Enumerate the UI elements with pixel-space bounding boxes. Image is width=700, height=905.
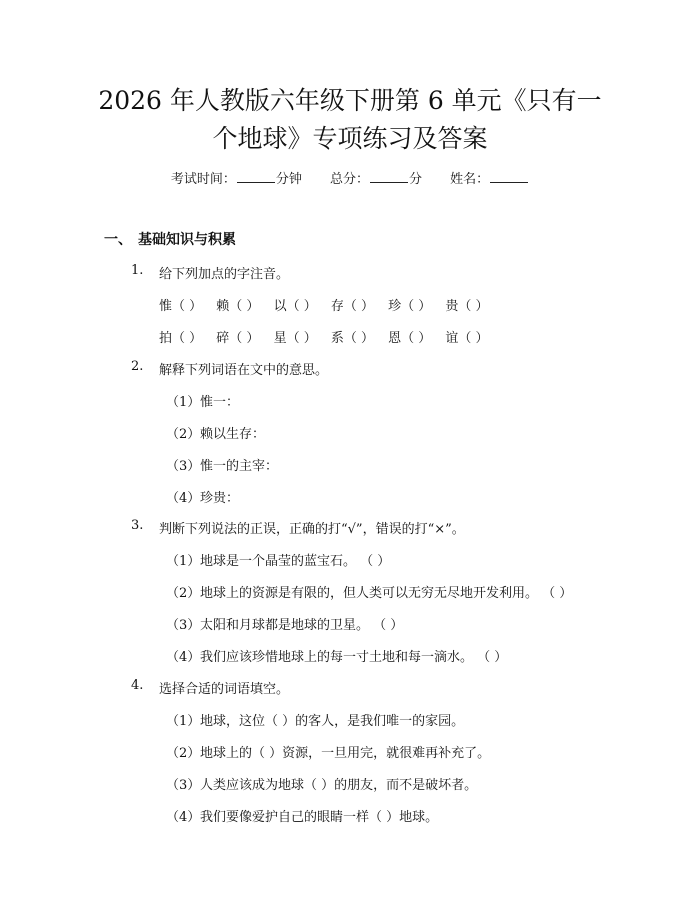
exam-time-blank: [237, 171, 275, 183]
sub-number: （4）: [166, 810, 201, 825]
page-title-line1: 2026 年人教版六年级下册第 6 单元《只有一: [98, 86, 602, 115]
sub-number: （3）: [166, 778, 201, 793]
sub-text: 地球上的（ ）资源，一旦用完，就很难再补充了。: [200, 746, 491, 761]
section-heading: [104, 229, 236, 249]
question-text: 解释下列词语在文中的意思。: [159, 363, 329, 378]
student-name: [450, 168, 529, 187]
student-name-label: 姓名：: [450, 172, 490, 187]
total-score-label: 总分：: [329, 172, 369, 187]
sub-text: 惟一：: [200, 395, 240, 410]
question-number: 3.: [131, 518, 144, 533]
sub-question: [166, 423, 265, 442]
pinyin-item: 以（ ）: [273, 299, 317, 314]
sub-text: 珍贵：: [200, 491, 240, 506]
sub-question: [166, 487, 239, 506]
sub-number: （2）: [166, 746, 201, 761]
student-name-blank: [490, 171, 528, 183]
sub-number: （3）: [166, 618, 201, 633]
question-number: 4.: [131, 678, 144, 693]
sub-question: [166, 391, 239, 410]
sub-question: [166, 710, 464, 729]
sub-text: 地球是一个晶莹的蓝宝石。 （ ）: [200, 554, 391, 569]
sub-text: 人类应该成为地球（ ）的朋友，而不是破坏者。: [200, 778, 478, 793]
sub-question: [166, 614, 403, 633]
exam-meta: [0, 168, 700, 187]
pinyin-item: 恩（ ）: [388, 331, 432, 346]
question-number: 2.: [131, 359, 144, 374]
pinyin-item: 星（ ）: [273, 331, 317, 346]
page-title-line2: 个地球》专项练习及答案: [212, 124, 488, 153]
sub-text: 地球，这位（ ）的客人，是我们唯一的家园。: [200, 714, 465, 729]
exam-time: [171, 168, 302, 187]
sub-number: （4）: [166, 491, 201, 506]
sub-number: （3）: [166, 459, 201, 474]
sub-question: [166, 582, 572, 601]
sub-text: 我们要像爱护自己的眼睛一样（ ）地球。: [200, 810, 439, 825]
exam-time-label: 考试时间：: [170, 172, 236, 187]
pinyin-item: 贵（ ）: [445, 299, 489, 314]
sub-text: 惟一的主宰：: [200, 459, 279, 474]
sub-question: [166, 806, 438, 825]
section-number: 一、: [104, 232, 132, 248]
pinyin-row: [159, 327, 499, 346]
pinyin-item: 谊（ ）: [445, 331, 489, 346]
pinyin-item: 拍（ ）: [159, 331, 203, 346]
section-title: 基础知识与积累: [138, 232, 236, 248]
question-text: 给下列加点的字注音。: [159, 267, 290, 282]
question-text: 选择合适的词语填空。: [159, 682, 290, 697]
sub-text: 太阳和月球都是地球的卫星。 （ ）: [200, 618, 404, 633]
sub-question: [166, 455, 278, 474]
sub-question: [166, 742, 490, 761]
sub-number: （4）: [166, 650, 201, 665]
pinyin-item: 存（ ）: [330, 299, 374, 314]
sub-text: 地球上的资源是有限的，但人类可以无穷无尽地开发利用。 （ ）: [200, 586, 573, 601]
sub-number: （2）: [166, 427, 201, 442]
sub-text: 赖以生存：: [200, 427, 266, 442]
pinyin-item: 珍（ ）: [388, 299, 432, 314]
sub-question: [166, 646, 507, 665]
pinyin-row: [159, 295, 499, 314]
sub-question: [166, 774, 477, 793]
exam-time-unit: 分钟: [275, 172, 302, 187]
sub-question: [166, 550, 390, 569]
sub-number: （2）: [166, 586, 201, 601]
sub-number: （1）: [166, 554, 201, 569]
total-score: [330, 168, 422, 187]
pinyin-item: 赖（ ）: [216, 299, 260, 314]
pinyin-item: 碎（ ）: [216, 331, 260, 346]
question-number: 1.: [131, 263, 144, 278]
pinyin-item: 系（ ）: [330, 331, 374, 346]
pinyin-item: 惟（ ）: [159, 299, 203, 314]
question-text: 判断下列说法的正误，正确的打“√”，错误的打“×”。: [159, 522, 465, 537]
total-score-blank: [370, 171, 408, 183]
total-score-unit: 分: [409, 172, 423, 187]
sub-number: （1）: [166, 395, 201, 410]
sub-number: （1）: [166, 714, 201, 729]
sub-text: 我们应该珍惜地球上的每一寸土地和每一滴水。 （ ）: [200, 650, 508, 665]
